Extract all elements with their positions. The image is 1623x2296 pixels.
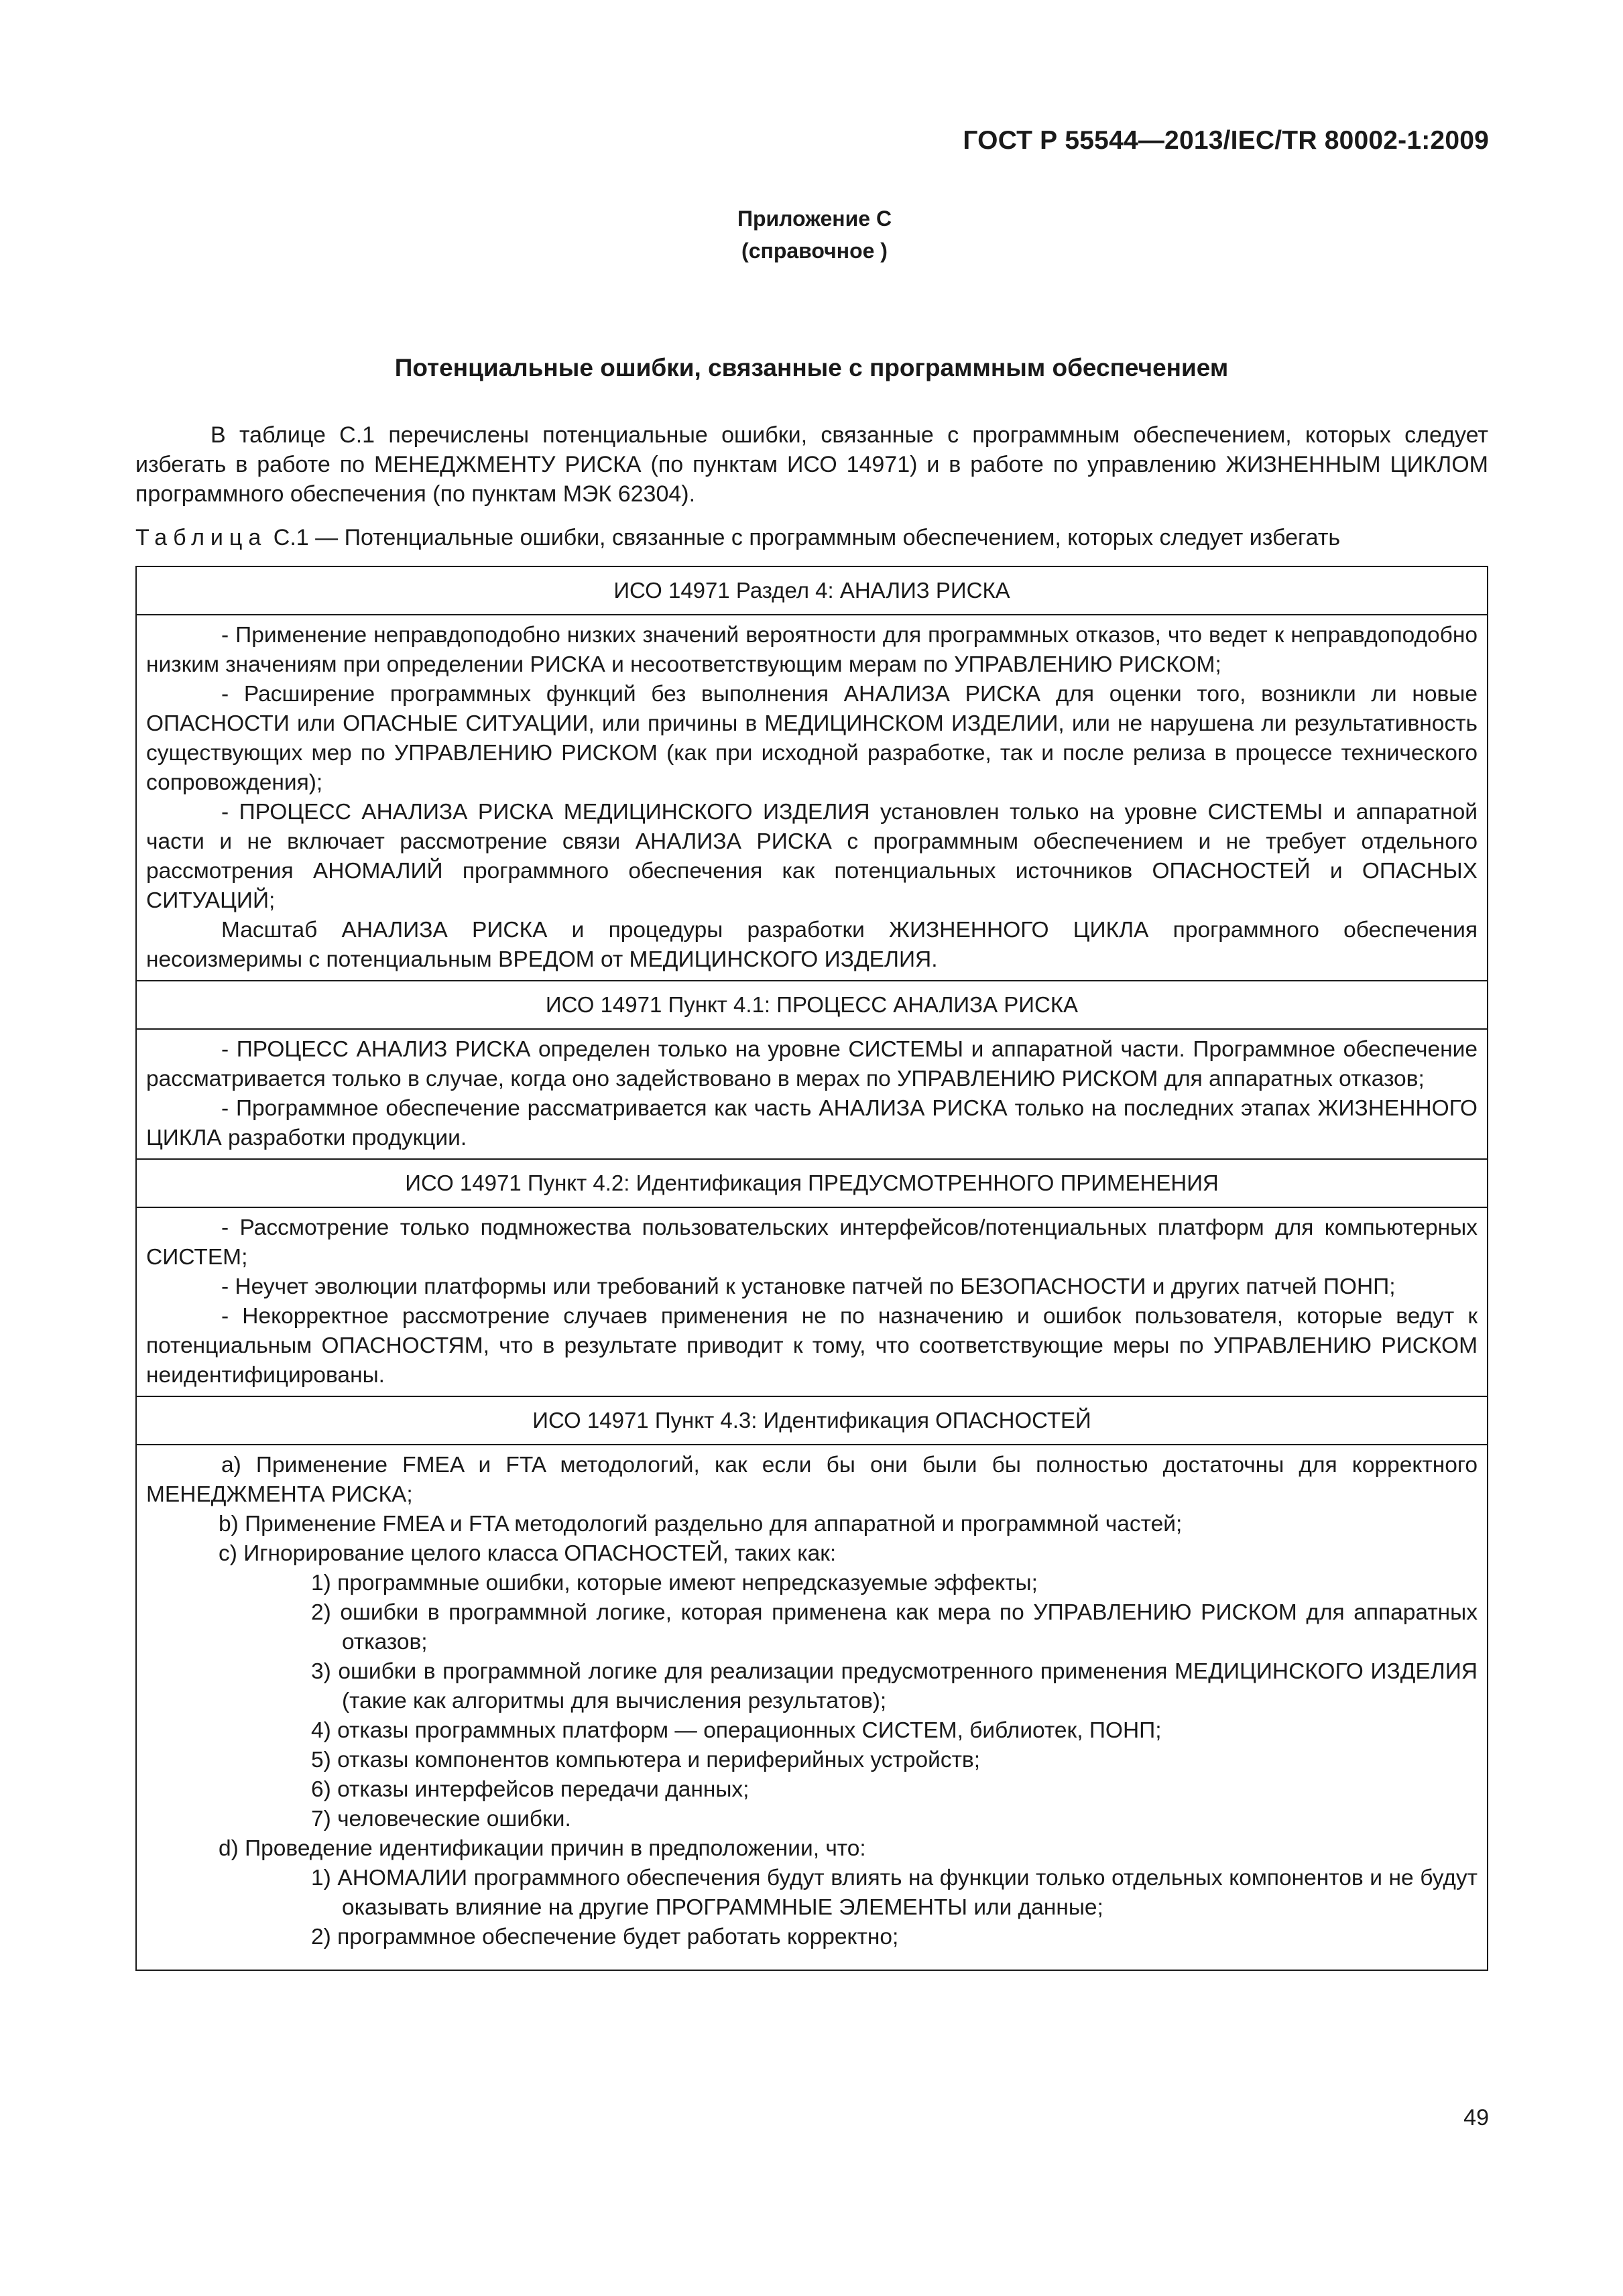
appendix-label: Приложение С <box>737 206 892 231</box>
errors-table <box>135 566 1488 1971</box>
table-item: - Применение неправдоподобно низких значений вероятности для программных отказов, что ведет к неправдоподобно низким значениям при определении РИСКА и несоответствующим мерам по УПРАВЛЕНИЮ РИСКОМ; <box>146 623 1478 677</box>
appendix-title <box>603 202 1026 267</box>
table-item: c) Игнорирование целого класса ОПАСНОСТЕЙ, таких как: <box>219 1541 837 1566</box>
table-item: - Некорректное рассмотрение случаев применения не по назначению и ошибок пользователя, которые ведут к потенциальным ОПАСНОСТЯМ, что в результате приводит к тому, что соответствующие меры по УПРАВЛЕНИЮ РИСКОМ неидентифицированы. <box>146 1304 1478 1388</box>
section-heading-risk-analysis-process: ИСО 14971 Пункт 4.1: ПРОЦЕСС АНАЛИЗА РИСКА <box>137 981 1487 1030</box>
table-subitem: 2) ошибки в программной логике, которая применена как мера по УПРАВЛЕНИЮ РИСКОМ для аппаратных отказов; <box>311 1600 1478 1654</box>
table-caption-label: Таблица <box>135 525 267 550</box>
section-body-hazard-identification <box>137 1445 1487 1970</box>
table-subitem: 1) программные ошибки, которые имеют непредсказуемые эффекты; <box>311 1571 1038 1595</box>
table-item: - Программное обеспечение рассматривается как часть АНАЛИЗА РИСКА только на последних этапах ЖИЗНЕННОГО ЦИКЛА разработки продукции. <box>146 1096 1478 1150</box>
section-body-intended-use <box>137 1208 1487 1397</box>
section-heading-hazard-identification: ИСО 14971 Пункт 4.3: Идентификация ОПАСНОСТЕЙ <box>137 1397 1487 1445</box>
section-heading-intended-use: ИСО 14971 Пункт 4.2: Идентификация ПРЕДУСМОТРЕННОГО ПРИМЕНЕНИЯ <box>137 1160 1487 1208</box>
intro-paragraph: В таблице С.1 перечислены потенциальные ошибки, связанные с программным обеспечением, которых следует избегать в работе по МЕНЕДЖМЕНТУ РИСКА (по пунктам ИСО 14971) и в работе по управлению ЖИЗНЕННЫМ ЦИКЛОМ программного обеспечения (по пунктам МЭК 62304). <box>135 422 1488 507</box>
table-subitem: 1) АНОМАЛИИ программного обеспечения будут влиять на функции только отдельных компонентов и не будут оказывать влияние на другие ПРОГРАММНЫЕ ЭЛЕМЕНТЫ или данные; <box>311 1866 1478 1920</box>
table-item: - Рассмотрение только подмножества пользовательских интерфейсов/потенциальных платформ для компьютерных СИСТЕМ; <box>146 1215 1478 1270</box>
appendix-heading: Потенциальные ошибки, связанные с программным обеспечением <box>394 354 1229 381</box>
section-body-risk-analysis <box>137 615 1487 981</box>
table-item: - ПРОЦЕСС АНАЛИЗ РИСКА определен только на уровне СИСТЕМЫ и аппаратной части. Программное обеспечение рассматривается только в случае, когда оно задействовано в мерах по УПРАВЛЕНИЮ РИСКОМ для аппаратных отказов; <box>146 1037 1478 1091</box>
table-caption <box>135 523 1488 552</box>
appendix-type: (справочное ) <box>741 239 888 263</box>
table-item: Масштаб АНАЛИЗА РИСКА и процедуры разработки ЖИЗНЕННОГО ЦИКЛА программного обеспечения несоизмеримы с потенциальным ВРЕДОМ от МЕДИЦИНСКОГО ИЗДЕЛИЯ. <box>146 918 1478 972</box>
table-subitem: 7) человеческие ошибки. <box>311 1807 571 1831</box>
section-heading-risk-analysis: ИСО 14971 Раздел 4: АНАЛИЗ РИСКА <box>137 567 1487 615</box>
table-caption-text: С.1 — Потенциальные ошибки, связанные с программным обеспечением, которых следует избегать <box>273 525 1341 550</box>
table-item: a) Применение FMEA и FTA методологий, как если бы они были бы полностью достаточны для корректного МЕНЕДЖМЕНТА РИСКА; <box>146 1453 1478 1507</box>
table-item: - ПРОЦЕСС АНАЛИЗА РИСКА МЕДИЦИНСКОГО ИЗДЕЛИЯ установлен только на уровне СИСТЕМЫ и аппаратной части и не включает рассмотрение связи АНАЛИЗА РИСКА с программным обеспечением и не требует отдельного рассмотрения АНОМАЛИЙ программного обеспечения как потенциальных источников ОПАСНОСТЕЙ и ОПАСНЫХ СИТУАЦИЙ; <box>146 800 1478 913</box>
table-item: - Неучет эволюции платформы или требований к установке патчей по БЕЗОПАСНОСТИ и других патчей ПОНП; <box>221 1274 1396 1299</box>
table-subitem: 6) отказы интерфейсов передачи данных; <box>311 1777 749 1802</box>
page-number: 49 <box>1463 2105 1489 2130</box>
table-item: d) Проведение идентификации причин в предположении, что: <box>219 1836 866 1861</box>
section-body-risk-analysis-process <box>137 1030 1487 1160</box>
table-item: b) Применение FMEA и FTA методологий раздельно для аппаратной и программной частей; <box>219 1512 1183 1536</box>
table-subitem: 2) программное обеспечение будет работать корректно; <box>311 1925 899 1949</box>
table-subitem: 4) отказы программных платформ — операционных СИСТЕМ, библиотек, ПОНП; <box>311 1718 1162 1743</box>
table-subitem: 3) ошибки в программной логике для реализации предусмотренного применения МЕДИЦИНСКОГО ИЗДЕЛИЯ (такие как алгоритмы для вычисления результатов); <box>311 1659 1478 1713</box>
table-item: - Расширение программных функций без выполнения АНАЛИЗА РИСКА для оценки того, возникли ли новые ОПАСНОСТИ или ОПАСНЫЕ СИТУАЦИИ, или причины в МЕДИЦИНСКОМ ИЗДЕЛИИ, или не нарушена ли результативность существующих мер по УПРАВЛЕНИЮ РИСКОМ (как при исходной разработке, так и после релиза в процессе технического сопровождения); <box>146 682 1478 795</box>
document-identifier: ГОСТ Р 55544—2013/IEC/TR 80002-1:2009 <box>963 126 1489 155</box>
table-subitem: 5) отказы компонентов компьютера и периферийных устройств; <box>311 1748 981 1772</box>
